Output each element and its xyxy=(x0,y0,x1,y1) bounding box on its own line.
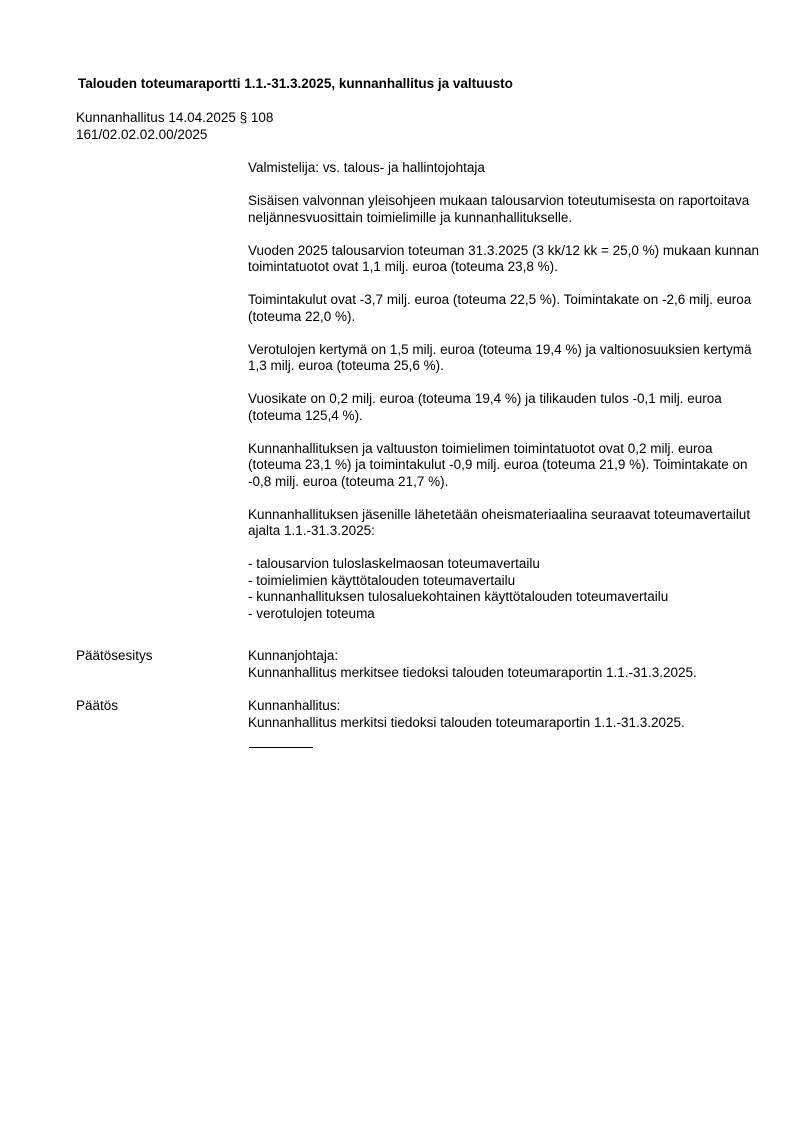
list-item: - talousarvion tuloslaskelmaosan toteumavertailu xyxy=(248,556,540,571)
body-paragraph: Kunnanhallituksen ja valtuuston toimielimen toimintatuotot ovat 0,2 milj. euroa (toteuma 23,1 %) ja toimintakulut -0,9 milj. euroa (toteuma 21,9 %). Toimintakate on -0,8 milj. euroa (toteuma 21,7 %). xyxy=(248,440,748,489)
decision-label: Päätös xyxy=(76,698,119,713)
body-paragraph: Vuosikate on 0,2 milj. euroa (toteuma 19,4 %) ja tilikauden tulos -0,1 milj. euroa (toteuma 125,4 %). xyxy=(248,391,722,423)
end-rule xyxy=(249,747,313,748)
body-paragraph: Verotulojen kertymä on 1,5 milj. euroa (toteuma 19,4 %) ja valtionosuuksien kertymä 1,3 milj. euroa (toteuma 25,6 %). xyxy=(248,341,752,373)
decision-text: Kunnanhallitus merkitsi tiedoksi talouden toteumaraportin 1.1.-31.3.2025. xyxy=(248,714,685,730)
document-title: Talouden toteumaraportti 1.1.-31.3.2025, kunnanhallitus ja valtuusto xyxy=(78,76,513,91)
proposal-label: Päätösesitys xyxy=(76,648,153,663)
body-paragraph: Kunnanhallituksen jäsenille lähetetään oheismateriaalina seuraavat toteumavertailut ajalta 1.1.-31.3.2025: xyxy=(248,506,751,538)
list-item: - kunnanhallituksen tulosaluekohtainen käyttötalouden toteumavertailu xyxy=(248,589,669,604)
body-paragraph: Sisäisen valvonnan yleisohjeen mukaan talousarvion toteutumisesta on raportoitava neljännesvuosittain toimielimille ja kunnanhallitukselle. xyxy=(248,193,750,225)
proposal-by: Kunnanjohtaja: xyxy=(248,648,339,663)
list-item: - toimielimien käyttötalouden toteumavertailu xyxy=(248,572,516,588)
document-body xyxy=(248,160,768,622)
meeting-reference: Kunnanhallitus 14.04.2025 § 108 xyxy=(76,110,274,125)
body-paragraph: Vuoden 2025 talousarvion toteuman 31.3.2025 (3 kk/12 kk = 25,0 %) mukaan kunnan toimintatuotot ovat 1,1 milj. euroa (toteuma 23,8 %). xyxy=(248,242,759,274)
decision-by: Kunnanhallitus: xyxy=(248,698,341,713)
record-id: 161/02.02.02.00/2025 xyxy=(76,126,208,142)
proposal-content xyxy=(248,648,697,681)
attachment-list xyxy=(248,556,768,622)
decision-content xyxy=(248,698,685,731)
proposal-text: Kunnanhallitus merkitsee tiedoksi talouden toteumaraportin 1.1.-31.3.2025. xyxy=(248,664,697,680)
body-paragraph: Toimintakulut ovat -3,7 milj. euroa (toteuma 22,5 %). Toimintakate on -2,6 milj. euroa (toteuma 22,0 %). xyxy=(248,292,752,324)
preparer-line: Valmistelija: vs. talous- ja hallintojohtaja xyxy=(248,160,485,175)
meeting-info xyxy=(76,110,273,143)
list-item: - verotulojen toteuma xyxy=(248,605,375,621)
